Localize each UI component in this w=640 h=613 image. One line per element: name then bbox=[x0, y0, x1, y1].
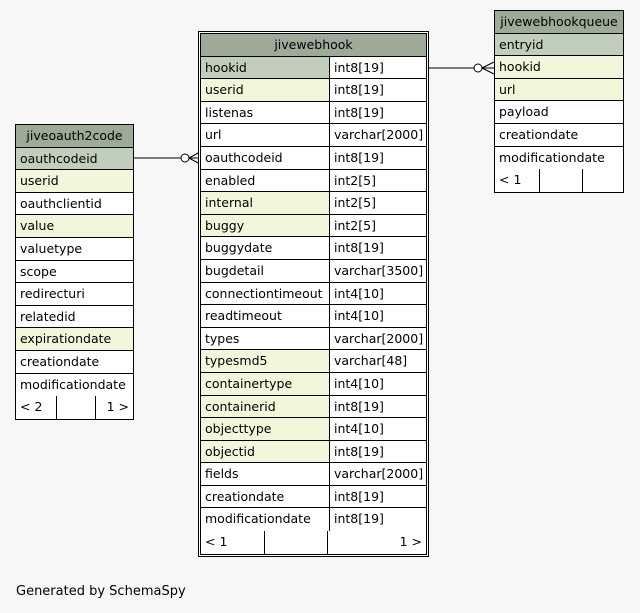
column-name: creationdate bbox=[20, 353, 100, 369]
column-name: userid bbox=[201, 79, 329, 101]
column-name: url bbox=[205, 127, 222, 143]
column-name: typesmd5 bbox=[201, 350, 329, 372]
column-row-enabled[interactable] bbox=[201, 170, 426, 193]
column-name: valuetype bbox=[20, 240, 83, 256]
column-type: int4[10] bbox=[329, 373, 426, 395]
column-row-hookid[interactable] bbox=[201, 57, 426, 80]
footer-spacer bbox=[56, 396, 95, 419]
column-name: creationdate bbox=[499, 126, 579, 142]
column-row-creationdate[interactable] bbox=[16, 351, 133, 374]
table-jivewebhook[interactable] bbox=[198, 31, 429, 557]
column-row-bugdetail[interactable] bbox=[201, 260, 426, 283]
column-row-valuetype[interactable] bbox=[16, 238, 133, 261]
column-row-objectid[interactable] bbox=[201, 441, 426, 464]
column-name: buggy bbox=[201, 215, 329, 237]
column-row-expirationdate[interactable] bbox=[16, 328, 133, 351]
column-row-types[interactable] bbox=[201, 328, 426, 351]
child-count: 1 > bbox=[95, 396, 133, 419]
table-header[interactable]: jiveoauth2code bbox=[16, 125, 133, 148]
column-row-url[interactable] bbox=[201, 124, 426, 147]
column-name: oauthclientid bbox=[20, 195, 102, 211]
column-name: objectid bbox=[201, 441, 329, 463]
table-jiveoauth2code[interactable] bbox=[15, 124, 134, 420]
column-name: enabled bbox=[205, 172, 256, 188]
table-footer bbox=[495, 169, 623, 192]
column-name: userid bbox=[16, 170, 133, 192]
column-type: int8[19] bbox=[329, 396, 426, 418]
column-row-oauthclientid[interactable] bbox=[16, 193, 133, 216]
column-name: readtimeout bbox=[205, 308, 282, 324]
column-name: entryid bbox=[495, 34, 623, 56]
table-jivewebhookqueue[interactable] bbox=[494, 10, 624, 193]
column-name: internal bbox=[201, 192, 329, 214]
column-type: varchar[3500] bbox=[329, 260, 426, 282]
column-name: bugdetail bbox=[205, 262, 264, 278]
generated-by-caption: Generated by SchemaSpy bbox=[16, 584, 186, 599]
column-row-modificationdate[interactable] bbox=[495, 147, 623, 170]
column-row-fields[interactable] bbox=[201, 463, 426, 486]
column-name: containertype bbox=[201, 373, 329, 395]
child-count bbox=[582, 169, 623, 192]
child-count: 1 > bbox=[327, 531, 426, 554]
column-name: url bbox=[495, 79, 623, 101]
column-type: int2[5] bbox=[329, 192, 426, 214]
column-row-entryid[interactable] bbox=[495, 34, 623, 57]
column-type: int8[19] bbox=[329, 237, 426, 259]
column-type: int4[10] bbox=[329, 418, 426, 440]
column-type: varchar[2000] bbox=[329, 124, 426, 146]
column-row-url[interactable] bbox=[495, 79, 623, 102]
table-header[interactable]: jivewebhook bbox=[201, 34, 426, 57]
column-row-payload[interactable] bbox=[495, 101, 623, 124]
column-name: buggydate bbox=[205, 240, 273, 256]
column-row-relatedid[interactable] bbox=[16, 306, 133, 329]
column-row-connectiontimeout[interactable] bbox=[201, 283, 426, 306]
column-name: fields bbox=[205, 466, 239, 482]
column-type: int8[19] bbox=[329, 508, 426, 531]
column-row-containertype[interactable] bbox=[201, 373, 426, 396]
column-name: payload bbox=[499, 104, 549, 120]
parent-count: < 1 bbox=[205, 534, 228, 550]
column-row-containerid[interactable] bbox=[201, 396, 426, 419]
column-name: modificationdate bbox=[20, 376, 126, 392]
column-row-redirecturi[interactable] bbox=[16, 283, 133, 306]
column-name: creationdate bbox=[205, 488, 285, 504]
column-name: redirecturi bbox=[20, 286, 85, 302]
column-name: hookid bbox=[495, 56, 623, 78]
footer-spacer bbox=[264, 531, 327, 554]
column-type: int8[19] bbox=[329, 147, 426, 169]
column-type: int8[19] bbox=[329, 486, 426, 508]
table-footer bbox=[201, 531, 426, 554]
column-row-buggydate[interactable] bbox=[201, 237, 426, 260]
column-row-creationdate[interactable] bbox=[495, 124, 623, 147]
column-name: objecttype bbox=[201, 418, 329, 440]
column-type: int8[19] bbox=[329, 57, 426, 79]
column-row-readtimeout[interactable] bbox=[201, 305, 426, 328]
column-row-listenas[interactable] bbox=[201, 102, 426, 125]
column-type: int8[19] bbox=[329, 79, 426, 101]
column-name: value bbox=[16, 215, 133, 237]
column-name: expirationdate bbox=[16, 328, 133, 350]
column-type: int4[10] bbox=[329, 283, 426, 305]
column-row-buggy[interactable] bbox=[201, 215, 426, 238]
column-name: modificationdate bbox=[205, 511, 311, 527]
column-row-creationdate[interactable] bbox=[201, 486, 426, 509]
column-row-value[interactable] bbox=[16, 215, 133, 238]
column-row-userid[interactable] bbox=[201, 79, 426, 102]
column-row-hookid[interactable] bbox=[495, 56, 623, 79]
column-name: listenas bbox=[205, 104, 254, 120]
column-name: connectiontimeout bbox=[205, 285, 323, 301]
parent-count: < 1 bbox=[499, 172, 522, 188]
column-row-userid[interactable] bbox=[16, 170, 133, 193]
column-row-modificationdate[interactable] bbox=[16, 374, 133, 397]
column-row-objecttype[interactable] bbox=[201, 418, 426, 441]
relationship-oauthcodeid bbox=[134, 152, 200, 164]
relationship-hookid bbox=[427, 62, 494, 74]
column-type: varchar[2000] bbox=[329, 328, 426, 350]
column-row-oauthcodeid[interactable] bbox=[201, 147, 426, 170]
column-name: oauthcodeid bbox=[16, 148, 133, 170]
parent-count: < 2 bbox=[20, 399, 43, 415]
column-type: int8[19] bbox=[329, 441, 426, 463]
column-name: modificationdate bbox=[499, 149, 605, 165]
table-header[interactable]: jivewebhookqueue bbox=[495, 11, 623, 34]
column-type: int2[5] bbox=[329, 170, 426, 192]
table-footer bbox=[16, 396, 133, 419]
column-type: int8[19] bbox=[329, 102, 426, 124]
column-row-scope[interactable] bbox=[16, 261, 133, 284]
column-type: varchar[2000] bbox=[329, 463, 426, 485]
column-type: int2[5] bbox=[329, 215, 426, 237]
column-row-modificationdate[interactable] bbox=[201, 508, 426, 531]
column-row-internal[interactable] bbox=[201, 192, 426, 215]
column-type: int4[10] bbox=[329, 305, 426, 327]
column-name: scope bbox=[20, 263, 57, 279]
column-name: relatedid bbox=[20, 308, 76, 324]
column-name: types bbox=[205, 330, 240, 346]
column-name: oauthcodeid bbox=[205, 149, 283, 165]
column-row-typesmd5[interactable] bbox=[201, 350, 426, 373]
column-name: hookid bbox=[201, 57, 329, 79]
column-name: containerid bbox=[201, 396, 329, 418]
column-row-oauthcodeid[interactable] bbox=[16, 148, 133, 171]
footer-spacer bbox=[539, 169, 582, 192]
column-type: varchar[48] bbox=[329, 350, 426, 372]
